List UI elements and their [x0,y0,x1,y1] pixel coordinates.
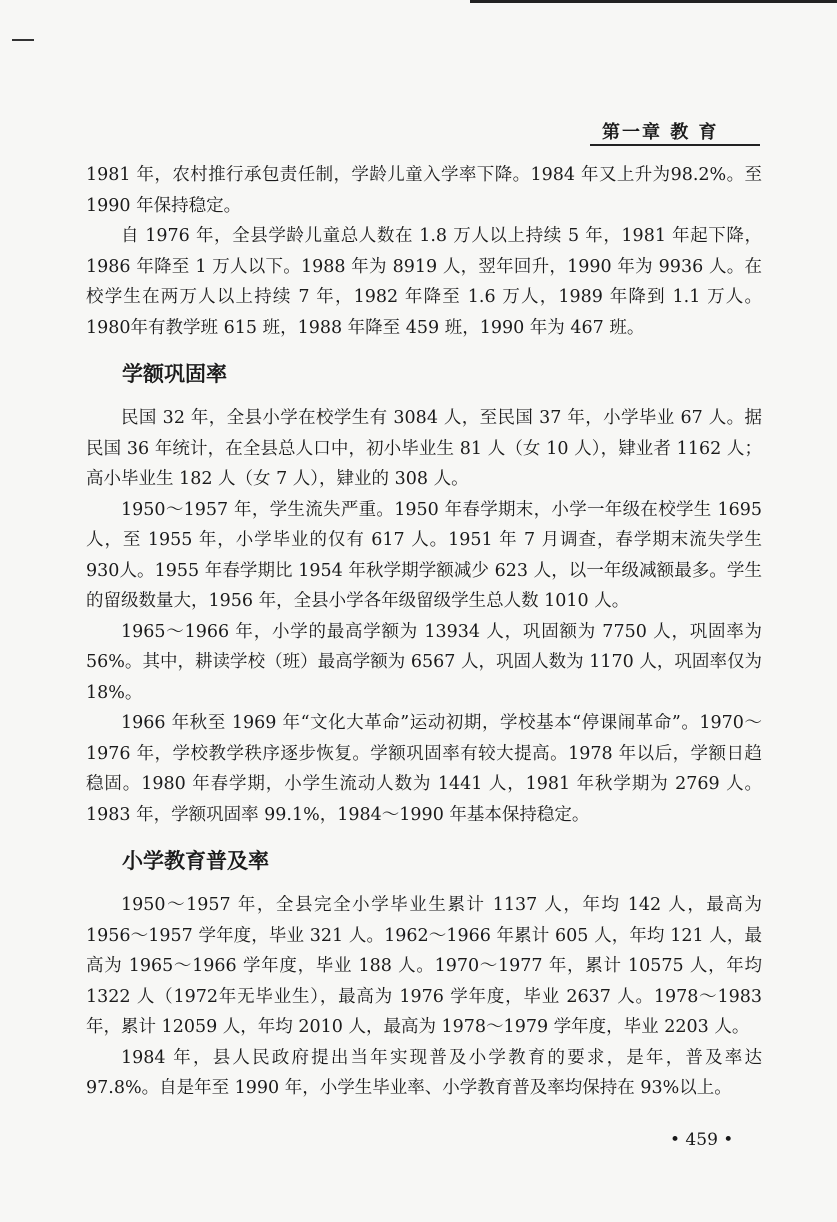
retention-paragraph-1: 民国 32 年，全县小学在校学生有 3084 人，至民国 37 年，小学毕业 67 人。据民国 36 年统计，在全县总人口中，初小毕业生 81 人（女 10 人），肄业者 1162 人；高小毕业生 182 人（女 7 人），肄业的 308 人。 [86,408,762,489]
retention-paragraph-3: 1965～1966 年，小学的最高学额为 13934 人，巩固额为 7750 人，巩固率为56%。其中，耕读学校（班）最高学额为 6567 人，巩固人数为 1170 人，巩固率仅为 18%。 [86,621,762,703]
popularization-paragraph-1: 1950～1957 年，全县完全小学毕业生累计 1137 人，年均 142 人，最高为 1956～1957 学年度，毕业 321 人。1962～1966 年累计 605 人，年均 121 人，最高为 1965～1966 学年度，毕业 188 人。1970～1977 年，累计 10575 人，年均 1322 人（1972年无毕业生），最高为 1976 学年度，毕业 2637 人。1978～1983 年，累计 12059 人，年均 2010 人，最高为 1978～1979 学年度，毕业 2203 人。 [86,895,762,1037]
intro-paragraph-2: 自 1976 年，全县学龄儿童总人数在 1.8 万人以上持续 5 年，1981 年起下降，1986 年降至 1 万人以下。1988 年为 8919 人，翌年回升，1990 年为 9936 人。在校学生在两万人以上持续 7 年，1982 年降至 1.6 万人，1989 年降到 1.1 万人。1980年有教学班 615 班，1988 年降至 459 班，1990 年为 467 班。 [86,226,762,338]
header-rule [590,144,760,146]
margin-mark [12,39,34,41]
section-title-popularization: 小学教育普及率 [122,849,269,873]
running-header: 第一章 教 育 [602,122,719,143]
retention-paragraph-4: 1966 年秋至 1969 年“文化大革命”运动初期，学校基本“停课闹革命”。1970～1976 年，学校教学秩序逐步恢复。学额巩固率有较大提高。1978 年以后，学额日趋稳固。1980 年春学期，小学生流动人数为 1441 人，1981 年秋学期为 2769 人。1983 年，学额巩固率 99.1%，1984～1990 年基本保持稳定。 [86,713,762,825]
page-number: • 459 • [670,1130,734,1150]
page-body [86,160,762,1104]
intro-paragraph-1: 1981 年，农村推行承包责任制，学龄儿童入学率下降。1984 年又上升为98.2%。至 1990 年保持稳定。 [86,165,762,216]
top-border-line [470,0,837,3]
retention-paragraph-2: 1950～1957 年，学生流失严重。1950 年春学期末，小学一年级在校学生 1695人，至 1955 年，小学毕业的仅有 617 人。1951 年 7 月调查，春学期末流失学生 930人。1955 年春学期比 1954 年秋学期学额减少 623 人，以一年级减额最多。学生的留级数量大，1956 年，全县小学各年级留级学生总人数 1010 人。 [86,499,762,611]
section-title-retention: 学额巩固率 [122,362,227,386]
popularization-paragraph-2: 1984 年，县人民政府提出当年实现普及小学教育的要求，是年，普及率达97.8%。自是年至 1990 年，小学生毕业率、小学教育普及率均保持在 93%以上。 [86,1047,762,1098]
